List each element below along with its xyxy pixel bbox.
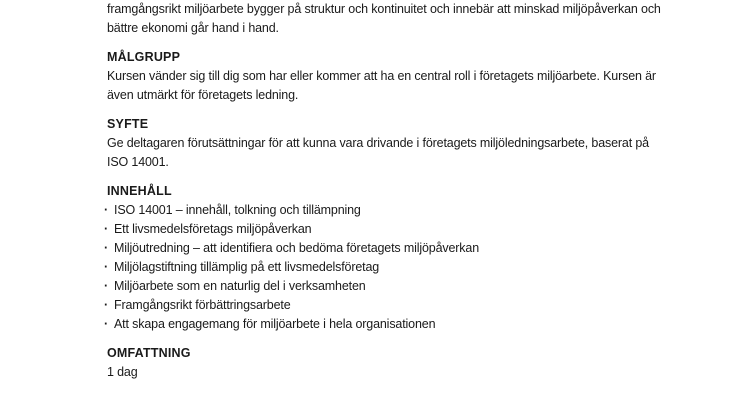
section-heading: MÅLGRUPP: [107, 50, 181, 64]
list-item: · Miljöarbete som en naturlig del i verksamheten: [107, 277, 667, 296]
section-text-line: 1 dag: [107, 365, 138, 379]
section-text-line: även utmärkt för företagets ledning.: [107, 88, 299, 102]
content-bullet-list: [107, 201, 667, 334]
section-text-line: Kursen vänder sig till dig som har eller kommer att ha en central roll i företagets miljöarbete. Kursen är: [107, 69, 656, 83]
document-body: [107, 0, 667, 382]
list-item: · Miljöutredning – att identifiera och bedöma företagets miljöpåverkan: [107, 239, 667, 258]
intro-line: framgångsrikt miljöarbete bygger på struktur och kontinuitet och innebär att minskad miljöpåverkan och: [107, 2, 661, 16]
section-omfattning: [107, 344, 667, 382]
section-malgrupp: [107, 48, 667, 105]
intro-paragraph: [107, 0, 667, 38]
list-item: · Miljölagstiftning tillämplig på ett livsmedelsföretag: [107, 258, 667, 277]
section-syfte: [107, 115, 667, 172]
list-item: · Framgångsrikt förbättringsarbete: [107, 296, 667, 315]
list-item: · Att skapa engagemang för miljöarbete i hela organisationen: [107, 315, 667, 334]
intro-line: bättre ekonomi går hand i hand.: [107, 21, 279, 35]
list-item: · ISO 14001 – innehåll, tolkning och tillämpning: [107, 201, 667, 220]
section-heading: OMFATTNING: [107, 346, 191, 360]
section-heading: SYFTE: [107, 117, 149, 131]
section-innehall: [107, 182, 667, 334]
section-text-line: ISO 14001.: [107, 155, 169, 169]
section-text-line: Ge deltagaren förutsättningar för att kunna vara drivande i företagets miljöledningsarbete, baserat på: [107, 136, 649, 150]
section-heading: INNEHÅLL: [107, 184, 172, 198]
list-item: · Ett livsmedelsföretags miljöpåverkan: [107, 220, 667, 239]
